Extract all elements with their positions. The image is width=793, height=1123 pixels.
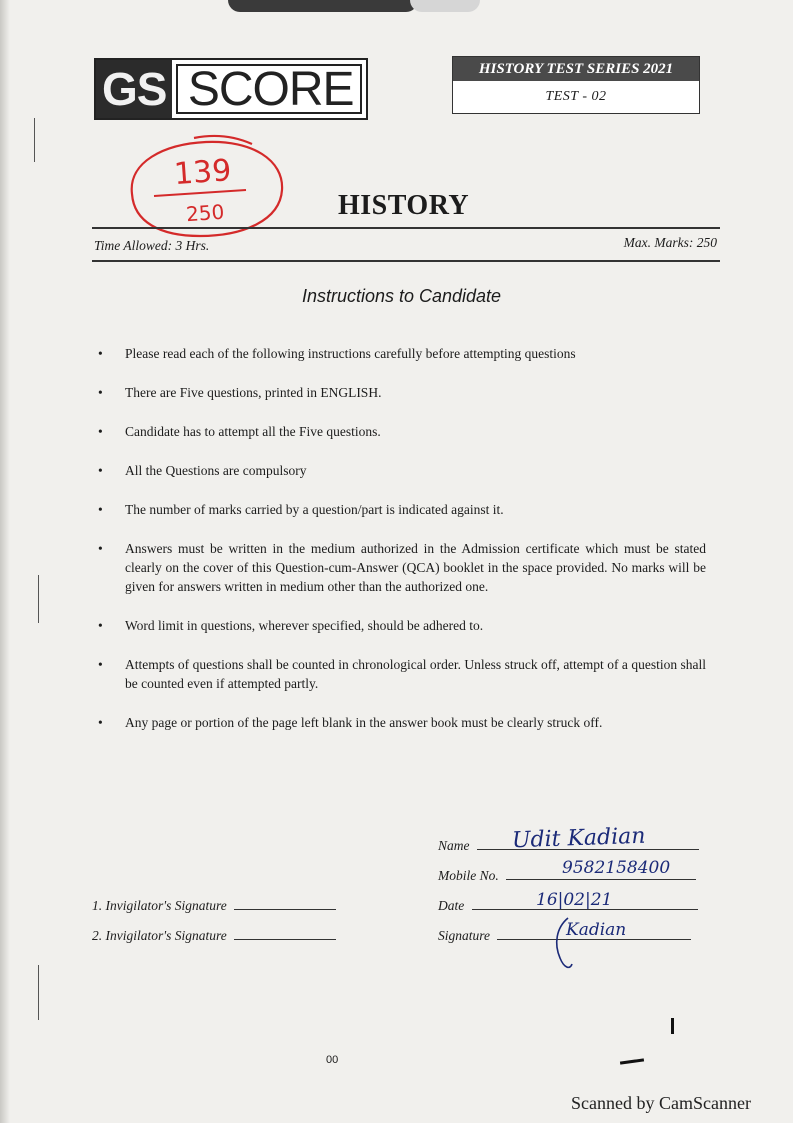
page-edge-shadow [0, 0, 10, 1123]
mobile-label: Mobile No. [438, 868, 499, 883]
gs-score-logo [94, 58, 368, 120]
invigilator-signature-1 [92, 898, 336, 914]
invigilator-signature-2 [92, 928, 336, 944]
instruction-item: • There are Five questions, printed in ENGLISH. [94, 383, 706, 402]
date-label: Date [438, 898, 465, 913]
mobile-line [506, 879, 696, 880]
page-number: 00 [326, 1054, 339, 1066]
instructions-list [94, 344, 706, 732]
scan-margin-mark [38, 965, 43, 1020]
instruction-item: • The number of marks carried by a question/part is indicated against it. [94, 500, 706, 519]
name-label: Name [438, 838, 470, 853]
score-annotation [124, 132, 289, 240]
invigilator-signature-1-line [234, 909, 336, 910]
header-rule-bottom [92, 260, 720, 262]
scan-margin-mark [38, 575, 43, 623]
logo-gs-text: GS [96, 60, 172, 118]
instruction-item: • All the Questions are compulsory [94, 461, 706, 480]
page-mark [620, 1058, 644, 1064]
signature-handwritten: Kadian [566, 920, 627, 940]
instruction-item: • Word limit in questions, wherever specified, should be adhered to. [94, 616, 706, 635]
invigilator-signature-1-label: 1. Invigilator's Signature [92, 898, 227, 913]
test-number: TEST - 02 [545, 89, 607, 104]
scan-margin-mark [34, 118, 39, 162]
series-title: HISTORY TEST SERIES 2021 [453, 57, 699, 81]
instruction-item: • Attempts of questions shall be counted in chronological order. Unless struck off, attempt of a question shall be counted even if attempted partly. [94, 655, 706, 693]
binder-clip [228, 0, 418, 12]
invigilator-signature-2-label: 2. Invigilator's Signature [92, 928, 227, 943]
date-handwritten: 16|02|21 [536, 890, 613, 910]
camscanner-watermark: Scanned by CamScanner [571, 1093, 751, 1113]
instruction-item: • Any page or portion of the page left blank in the answer book must be clearly struck off. [94, 713, 706, 732]
score-fraction-line [154, 190, 246, 196]
page-mark [671, 1018, 674, 1034]
invigilator-signature-2-line [234, 939, 336, 940]
score-total: 250 [185, 199, 226, 227]
instruction-item: • Candidate has to attempt all the Five questions. [94, 422, 706, 441]
signature-label: Signature [438, 928, 490, 943]
mobile-handwritten: 9582158400 [562, 858, 671, 878]
signature-flourish-icon [546, 914, 586, 974]
instructions-heading: Instructions to Candidate [301, 286, 502, 306]
header-rule-top [92, 227, 720, 229]
name-handwritten: Udit Kadian [511, 823, 646, 854]
max-marks: Max. Marks: 250 [623, 235, 717, 250]
subject-title: HISTORY [338, 190, 470, 221]
instruction-item: • Answers must be written in the medium authorized in the Admission certificate which must be stated clearly on the cover of this Question-cum-Answer (QCA) booklet in the space provided. No marks will be given for answers written in medium other than the authorized one. [94, 539, 706, 596]
instruction-item: • Please read each of the following instructions carefully before attempting questions [94, 344, 706, 363]
test-series-box [452, 56, 700, 114]
binder-clip-highlight [410, 0, 480, 12]
score-obtained: 139 [172, 153, 233, 193]
time-allowed: Time Allowed: 3 Hrs. [94, 238, 210, 253]
logo-score-text: SCORE [172, 60, 366, 118]
